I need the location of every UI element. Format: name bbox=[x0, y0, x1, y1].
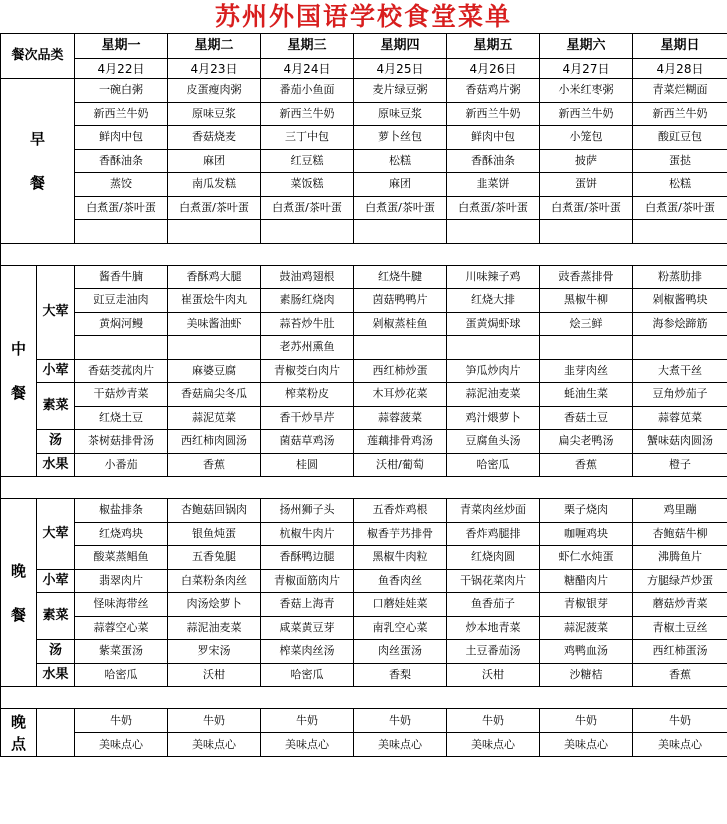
spacer bbox=[1, 687, 727, 709]
menu-item: 新西兰牛奶 bbox=[633, 102, 727, 126]
category-label-veg: 素菜 bbox=[37, 383, 75, 430]
menu-item: 新西兰牛奶 bbox=[75, 102, 168, 126]
menu-item: 酱香牛腩 bbox=[75, 265, 168, 289]
menu-title: 苏州外国语学校食堂菜单 bbox=[214, 2, 512, 31]
menu-item: 酸菜蒸鲳鱼 bbox=[75, 546, 168, 570]
menu-item: 红烧鸡块 bbox=[75, 522, 168, 546]
menu-item bbox=[354, 336, 447, 360]
menu-item: 沃柑/葡萄 bbox=[354, 453, 447, 477]
menu-item: 蛋挞 bbox=[633, 149, 727, 173]
day-header: 星期二 bbox=[168, 34, 261, 59]
menu-item: 披萨 bbox=[540, 149, 633, 173]
lunch-row bbox=[1, 430, 727, 454]
date-header: 4月26日 bbox=[447, 59, 540, 79]
menu-item: 扁尖老鸭汤 bbox=[540, 430, 633, 454]
menu-item: 白煮蛋/茶叶蛋 bbox=[261, 196, 354, 220]
menu-item: 扬州狮子头 bbox=[261, 499, 354, 523]
corner-label bbox=[1, 34, 75, 79]
menu-item: 麻团 bbox=[168, 149, 261, 173]
lunch-row bbox=[1, 289, 727, 313]
meal-label-text: 中 餐 bbox=[10, 339, 26, 402]
spacer-row bbox=[1, 477, 727, 499]
category-label-small: 小荤 bbox=[37, 569, 75, 593]
day-header: 星期五 bbox=[447, 34, 540, 59]
menu-item: 香酥油条 bbox=[447, 149, 540, 173]
menu-item: 美味点心 bbox=[75, 733, 168, 757]
menu-item: 麦片绿豆粥 bbox=[354, 79, 447, 103]
date-header: 4月25日 bbox=[354, 59, 447, 79]
menu-item: 菌菇草鸡汤 bbox=[261, 430, 354, 454]
menu-item: 干锅花菜肉片 bbox=[447, 569, 540, 593]
menu-item: 小笼包 bbox=[540, 126, 633, 150]
menu-item: 松糕 bbox=[354, 149, 447, 173]
lunch-row bbox=[1, 265, 727, 289]
menu-item: 口蘑娃娃菜 bbox=[354, 593, 447, 617]
day-header: 星期六 bbox=[540, 34, 633, 59]
menu-item: 白煮蛋/茶叶蛋 bbox=[75, 196, 168, 220]
day-header: 星期一 bbox=[75, 34, 168, 59]
menu-item: 蘑菇炒青菜 bbox=[633, 593, 727, 617]
menu-item: 牛奶 bbox=[540, 709, 633, 733]
menu-item: 牛奶 bbox=[75, 709, 168, 733]
breakfast-row bbox=[1, 79, 727, 103]
menu-item: 牛奶 bbox=[261, 709, 354, 733]
breakfast-row bbox=[1, 173, 727, 197]
menu-item: 蒜蓉菠菜 bbox=[354, 406, 447, 430]
menu-item: 沸腾鱼片 bbox=[633, 546, 727, 570]
menu-item: 香蕉 bbox=[540, 453, 633, 477]
menu-item: 香酥鸭边腿 bbox=[261, 546, 354, 570]
snack-row bbox=[1, 733, 727, 757]
menu-item: 沙糖桔 bbox=[540, 663, 633, 687]
menu-item: 香菇上海青 bbox=[261, 593, 354, 617]
menu-item: 美味点心 bbox=[261, 733, 354, 757]
menu-item: 麻婆豆腐 bbox=[168, 359, 261, 383]
lunch-row bbox=[1, 336, 727, 360]
menu-item: 沃柑 bbox=[168, 663, 261, 687]
dinner-row bbox=[1, 522, 727, 546]
menu-item: 香蕉 bbox=[168, 453, 261, 477]
menu-item: 香梨 bbox=[354, 663, 447, 687]
menu-item: 香菇茭菰肉片 bbox=[75, 359, 168, 383]
menu-item bbox=[261, 220, 354, 244]
menu-item: 小番茄 bbox=[75, 453, 168, 477]
corner-category-label: 品类 bbox=[37, 48, 64, 63]
menu-item: 黄焖河鳗 bbox=[75, 312, 168, 336]
menu-item: 罗宋汤 bbox=[168, 640, 261, 664]
menu-item: 素肠红烧肉 bbox=[261, 289, 354, 313]
snack-row bbox=[1, 709, 727, 733]
menu-item: 美味点心 bbox=[633, 733, 727, 757]
menu-item bbox=[168, 220, 261, 244]
header-row-days bbox=[1, 34, 727, 59]
menu-item: 香菇烧麦 bbox=[168, 126, 261, 150]
menu-item: 白煮蛋/茶叶蛋 bbox=[633, 196, 727, 220]
menu-item: 松糕 bbox=[633, 173, 727, 197]
menu-item: 鱼香茄子 bbox=[447, 593, 540, 617]
spacer-row bbox=[1, 687, 727, 709]
menu-item: 美味点心 bbox=[540, 733, 633, 757]
menu-item: 茵菇鸭鸭片 bbox=[354, 289, 447, 313]
menu-item: 紫菜蛋汤 bbox=[75, 640, 168, 664]
spacer bbox=[1, 477, 727, 499]
breakfast-row bbox=[1, 102, 727, 126]
menu-item: 红烧牛腱 bbox=[354, 265, 447, 289]
menu-item: 白煮蛋/茶叶蛋 bbox=[447, 196, 540, 220]
menu-item: 茶树菇排骨汤 bbox=[75, 430, 168, 454]
menu-item: 蛋饼 bbox=[540, 173, 633, 197]
menu-item: 烩三鲜 bbox=[540, 312, 633, 336]
day-header: 星期四 bbox=[354, 34, 447, 59]
menu-item: 哈密瓜 bbox=[261, 663, 354, 687]
menu-item: 莲藕排骨鸡汤 bbox=[354, 430, 447, 454]
menu-item: 萝卜丝包 bbox=[354, 126, 447, 150]
category-label-main: 大荤 bbox=[37, 499, 75, 570]
menu-item: 红烧肉圆 bbox=[447, 546, 540, 570]
menu-item: 鸡汁煨萝卜 bbox=[447, 406, 540, 430]
menu-item: 菜饭糕 bbox=[261, 173, 354, 197]
meal-label-breakfast bbox=[1, 79, 75, 244]
category-empty bbox=[37, 709, 75, 757]
spacer-row bbox=[1, 243, 727, 265]
menu-item: 蒜蓉空心菜 bbox=[75, 616, 168, 640]
menu-item: 哈密瓜 bbox=[75, 663, 168, 687]
menu-item: 椒香芋艿排骨 bbox=[354, 522, 447, 546]
date-header: 4月23日 bbox=[168, 59, 261, 79]
menu-item: 红烧大排 bbox=[447, 289, 540, 313]
menu-item bbox=[447, 336, 540, 360]
meal-label-text: 早 餐 bbox=[29, 129, 45, 192]
breakfast-row bbox=[1, 126, 727, 150]
menu-item: 鱼香肉丝 bbox=[354, 569, 447, 593]
date-header: 4月28日 bbox=[633, 59, 727, 79]
menu-item: 青椒银芽 bbox=[540, 593, 633, 617]
menu-item: 五香兔腿 bbox=[168, 546, 261, 570]
category-label-small: 小荤 bbox=[37, 359, 75, 383]
menu-item: 咖喱鸡块 bbox=[540, 522, 633, 546]
menu-item: 怪味海带丝 bbox=[75, 593, 168, 617]
menu-item: 西红柿炒蛋 bbox=[354, 359, 447, 383]
menu-item: 香蕉 bbox=[633, 663, 727, 687]
menu-item: 美味点心 bbox=[447, 733, 540, 757]
day-header: 星期三 bbox=[261, 34, 354, 59]
menu-item: 三丁中包 bbox=[261, 126, 354, 150]
menu-item: 土豆番茄汤 bbox=[447, 640, 540, 664]
menu-item: 青椒土豆丝 bbox=[633, 616, 727, 640]
header-row-dates bbox=[1, 59, 727, 79]
menu-item bbox=[540, 336, 633, 360]
menu-item: 皮蛋瘦肉粥 bbox=[168, 79, 261, 103]
category-label-soup: 汤 bbox=[37, 640, 75, 664]
lunch-row bbox=[1, 312, 727, 336]
menu-item: 牛奶 bbox=[168, 709, 261, 733]
meal-label-lunch bbox=[1, 265, 37, 477]
menu-item: 美味点心 bbox=[168, 733, 261, 757]
menu-item: 南乳空心菜 bbox=[354, 616, 447, 640]
date-header: 4月24日 bbox=[261, 59, 354, 79]
menu-item: 青椒面筋肉片 bbox=[261, 569, 354, 593]
lunch-row bbox=[1, 406, 727, 430]
menu-item: 新西兰牛奶 bbox=[261, 102, 354, 126]
menu-item bbox=[540, 220, 633, 244]
menu-item: 白菜粉条肉丝 bbox=[168, 569, 261, 593]
menu-item: 豉香蒸排骨 bbox=[540, 265, 633, 289]
menu-item: 红烧土豆 bbox=[75, 406, 168, 430]
menu-item: 青椒茭白肉片 bbox=[261, 359, 354, 383]
meal-label-text: 晚 点 bbox=[10, 712, 26, 753]
menu-item: 肉汤烩萝卜 bbox=[168, 593, 261, 617]
menu-item: 鸡鸭血汤 bbox=[540, 640, 633, 664]
category-label-veg: 素菜 bbox=[37, 593, 75, 640]
menu-item: 蒜泥苋菜 bbox=[168, 406, 261, 430]
menu-item: 栗子烧肉 bbox=[540, 499, 633, 523]
menu-table bbox=[0, 33, 727, 757]
menu-item: 西红柿蛋汤 bbox=[633, 640, 727, 664]
menu-item: 肉丝蛋汤 bbox=[354, 640, 447, 664]
menu-item: 糖醋肉片 bbox=[540, 569, 633, 593]
menu-item: 榨菜肉丝汤 bbox=[261, 640, 354, 664]
menu-item: 青菜烂糊面 bbox=[633, 79, 727, 103]
dinner-row bbox=[1, 640, 727, 664]
menu-item: 香酥油条 bbox=[75, 149, 168, 173]
menu-item: 五香炸鸡根 bbox=[354, 499, 447, 523]
menu-item: 笋瓜炒肉片 bbox=[447, 359, 540, 383]
category-label-main: 大荤 bbox=[37, 265, 75, 359]
menu-item: 桂圆 bbox=[261, 453, 354, 477]
lunch-row bbox=[1, 453, 727, 477]
menu-item bbox=[75, 220, 168, 244]
date-header: 4月27日 bbox=[540, 59, 633, 79]
menu-item: 美味酱油虾 bbox=[168, 312, 261, 336]
breakfast-row bbox=[1, 196, 727, 220]
menu-item: 香菇扁尖冬瓜 bbox=[168, 383, 261, 407]
menu-item: 方腿绿芦炒蛋 bbox=[633, 569, 727, 593]
dinner-row bbox=[1, 593, 727, 617]
menu-item bbox=[447, 220, 540, 244]
menu-item: 白煮蛋/茶叶蛋 bbox=[540, 196, 633, 220]
meal-label-text: 晚 餐 bbox=[10, 561, 26, 624]
menu-item: 麻团 bbox=[354, 173, 447, 197]
menu-item: 杭椒牛肉片 bbox=[261, 522, 354, 546]
menu-item: 虾仁水炖蛋 bbox=[540, 546, 633, 570]
menu-item: 老苏州熏鱼 bbox=[261, 336, 354, 360]
dinner-row bbox=[1, 616, 727, 640]
menu-item: 韭芽肉丝 bbox=[540, 359, 633, 383]
menu-item: 杏鲍菇回锅肉 bbox=[168, 499, 261, 523]
menu-item: 川味辣子鸡 bbox=[447, 265, 540, 289]
dinner-row bbox=[1, 499, 727, 523]
menu-item: 牛奶 bbox=[354, 709, 447, 733]
category-label-fruit: 水果 bbox=[37, 453, 75, 477]
menu-item: 原味豆浆 bbox=[354, 102, 447, 126]
menu-item: 木耳炒花菜 bbox=[354, 383, 447, 407]
menu-item: 美味点心 bbox=[354, 733, 447, 757]
category-label-soup: 汤 bbox=[37, 430, 75, 454]
menu-item: 酸豇豆包 bbox=[633, 126, 727, 150]
menu-item: 剁椒酱鸭块 bbox=[633, 289, 727, 313]
dinner-row bbox=[1, 546, 727, 570]
menu-item: 韭菜饼 bbox=[447, 173, 540, 197]
menu-item: 粉蒸肋排 bbox=[633, 265, 727, 289]
menu-item: 原味豆浆 bbox=[168, 102, 261, 126]
menu-item: 干菇炒青菜 bbox=[75, 383, 168, 407]
menu-item: 新西兰牛奶 bbox=[447, 102, 540, 126]
category-label-fruit: 水果 bbox=[37, 663, 75, 687]
menu-item: 蒜蓉苋菜 bbox=[633, 406, 727, 430]
menu-item: 榨菜粉皮 bbox=[261, 383, 354, 407]
menu-item: 哈密瓜 bbox=[447, 453, 540, 477]
menu-item: 蒜苔炒牛肚 bbox=[261, 312, 354, 336]
breakfast-row bbox=[1, 149, 727, 173]
meal-label-snack bbox=[1, 709, 37, 757]
dinner-row bbox=[1, 569, 727, 593]
menu-item: 香炸鸡腿排 bbox=[447, 522, 540, 546]
menu-item: 蚝油生菜 bbox=[540, 383, 633, 407]
menu-item: 杏鲍菇牛柳 bbox=[633, 522, 727, 546]
menu-item: 蒜泥油麦菜 bbox=[168, 616, 261, 640]
menu-item: 蒜泥菠菜 bbox=[540, 616, 633, 640]
menu-item: 香酥鸡大腿 bbox=[168, 265, 261, 289]
day-header: 星期日 bbox=[633, 34, 727, 59]
menu-item: 豇豆走油肉 bbox=[75, 289, 168, 313]
menu-item: 白煮蛋/茶叶蛋 bbox=[168, 196, 261, 220]
menu-item: 橙子 bbox=[633, 453, 727, 477]
menu-item: 椒盐排条 bbox=[75, 499, 168, 523]
menu-item: 大煮干丝 bbox=[633, 359, 727, 383]
menu-item: 豆角炒茄子 bbox=[633, 383, 727, 407]
menu-item bbox=[633, 220, 727, 244]
menu-item: 鼓油鸡翅根 bbox=[261, 265, 354, 289]
menu-item: 蟹味菇肉圆汤 bbox=[633, 430, 727, 454]
spacer bbox=[1, 243, 727, 265]
menu-item: 白煮蛋/茶叶蛋 bbox=[354, 196, 447, 220]
menu-item: 新西兰牛奶 bbox=[540, 102, 633, 126]
menu-item: 香干炒旱芹 bbox=[261, 406, 354, 430]
menu-item: 鲜肉中包 bbox=[447, 126, 540, 150]
menu-item: 牛奶 bbox=[447, 709, 540, 733]
menu-item: 蛋黄焗虾球 bbox=[447, 312, 540, 336]
menu-item: 小米红枣粥 bbox=[540, 79, 633, 103]
menu-item bbox=[75, 336, 168, 360]
menu-item: 蒜泥油麦菜 bbox=[447, 383, 540, 407]
menu-item: 红豆糕 bbox=[261, 149, 354, 173]
lunch-row bbox=[1, 359, 727, 383]
menu-item: 炒本地青菜 bbox=[447, 616, 540, 640]
breakfast-row bbox=[1, 220, 727, 244]
corner-meal-label: 餐次 bbox=[11, 48, 38, 63]
menu-item: 咸菜黄豆芽 bbox=[261, 616, 354, 640]
menu-item bbox=[168, 336, 261, 360]
menu-item: 番茄小鱼面 bbox=[261, 79, 354, 103]
lunch-row bbox=[1, 383, 727, 407]
menu-item: 崔蛋烩牛肉丸 bbox=[168, 289, 261, 313]
meal-label-dinner bbox=[1, 499, 37, 687]
menu-item: 牛奶 bbox=[633, 709, 727, 733]
menu-item bbox=[633, 336, 727, 360]
menu-item bbox=[354, 220, 447, 244]
menu-item: 鲜肉中包 bbox=[75, 126, 168, 150]
menu-item: 海参烩蹄筋 bbox=[633, 312, 727, 336]
menu-item: 香菇鸡片粥 bbox=[447, 79, 540, 103]
menu-item: 剁椒蒸桂鱼 bbox=[354, 312, 447, 336]
menu-item: 一碗白粥 bbox=[75, 79, 168, 103]
menu-item: 黑椒牛肉粒 bbox=[354, 546, 447, 570]
menu-item: 沃柑 bbox=[447, 663, 540, 687]
menu-item: 鸡里蹦 bbox=[633, 499, 727, 523]
menu-item: 翡翠肉片 bbox=[75, 569, 168, 593]
menu-item: 黑椒牛柳 bbox=[540, 289, 633, 313]
menu-item: 南瓜发糕 bbox=[168, 173, 261, 197]
menu-item: 香菇土豆 bbox=[540, 406, 633, 430]
menu-item: 豆腐鱼头汤 bbox=[447, 430, 540, 454]
menu-item: 西红柿肉圆汤 bbox=[168, 430, 261, 454]
date-header: 4月22日 bbox=[75, 59, 168, 79]
menu-item: 蒸饺 bbox=[75, 173, 168, 197]
dinner-row bbox=[1, 663, 727, 687]
menu-item: 银鱼炖蛋 bbox=[168, 522, 261, 546]
menu-item: 青菜肉丝炒面 bbox=[447, 499, 540, 523]
